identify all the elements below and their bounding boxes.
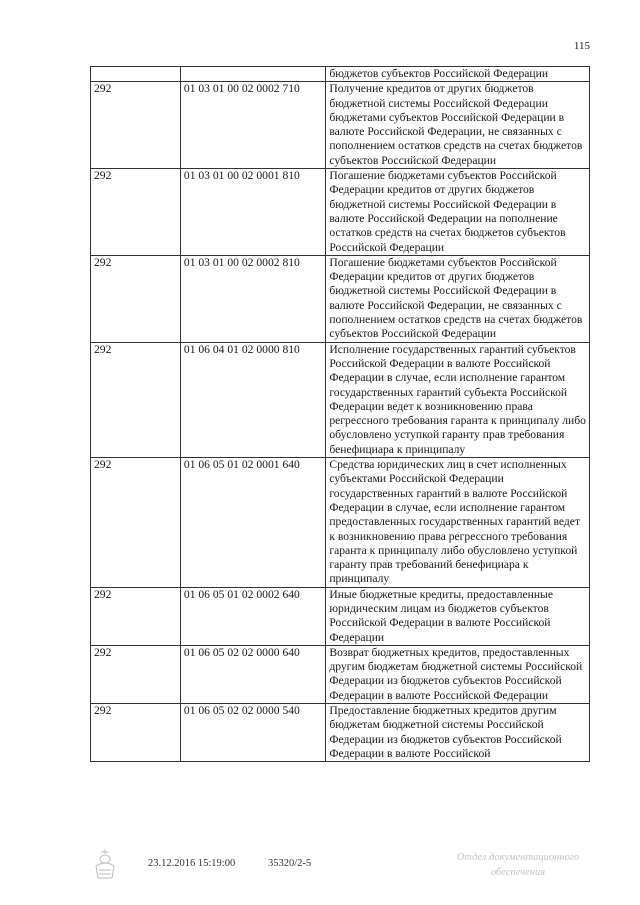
description-cell: Погашение бюджетами субъектов Российской Федерации кредитов от других бюджетов бюджетной системы Российской Федерации в валюте Российской Федерации, не связанных с пополнением остатков средств на счетах бюджетов субъектов Российской Федерации: [326, 255, 590, 342]
budget-code-cell: 01 03 01 00 02 0002 810: [180, 255, 325, 342]
budget-codes-table: [90, 66, 590, 762]
description-cell: бюджетов субъектов Российской Федерации: [326, 67, 590, 82]
budget-code-cell: 01 03 01 00 02 0002 710: [180, 82, 325, 169]
description-cell: Получение кредитов от других бюджетов бюджетной системы Российской Федерации бюджетами субъектов Российской Федерации в валюте Российской Федерации, не связанных с пополнением остатков средств на счетах бюджетов субъектов Российской Федерации: [326, 82, 590, 169]
description-cell: Погашение бюджетами субъектов Российской Федерации кредитов от других бюджетов бюджетной системы Российской Федерации в валюте Российской Федерации на пополнение остатков средств на счетах бюджетов субъектов Российской Федерации: [326, 169, 590, 256]
budget-code-cell: 01 06 05 02 02 0000 640: [180, 645, 325, 703]
budget-code-cell: 01 06 05 01 02 0002 640: [180, 587, 325, 645]
table-row: [91, 255, 590, 342]
budget-code-cell: 01 06 05 01 02 0001 640: [180, 458, 325, 588]
budget-code-cell: [180, 67, 325, 82]
table-row: [91, 704, 590, 762]
footer-datetime: 23.12.2016 15:19:00: [148, 858, 236, 869]
budget-code-cell: 01 03 01 00 02 0001 810: [180, 169, 325, 256]
budget-code-cell: 01 06 05 02 02 0000 540: [180, 704, 325, 762]
table-row: [91, 82, 590, 169]
admin-code-cell: 292: [91, 255, 181, 342]
page-number: 115: [573, 40, 590, 52]
table-row: [91, 67, 590, 82]
admin-code-cell: 292: [91, 587, 181, 645]
table-row: [91, 645, 590, 703]
admin-code-cell: [91, 67, 181, 82]
admin-code-cell: 292: [91, 458, 181, 588]
description-cell: Исполнение государственных гарантий субъектов Российской Федерации в валюте Российской Федерации в случае, если исполнение гарантом государственных гарантий субъекта Российской Федерации ведет к возникновению права регрессного требования гаранта к принципалу либо обусловлено уступкой гаранту прав требования бенефициара к принципалу: [326, 342, 590, 457]
admin-code-cell: 292: [91, 645, 181, 703]
table-row: [91, 169, 590, 256]
admin-code-cell: 292: [91, 82, 181, 169]
footer-doc-code: 35320/2-5: [268, 858, 312, 869]
emblem-stamp-icon: [90, 846, 120, 882]
admin-code-cell: 292: [91, 169, 181, 256]
description-cell: Предоставление бюджетных кредитов другим бюджетам бюджетной системы Российской Федерации из бюджетов субъектов Российской Федерации в валюте Российской: [326, 704, 590, 762]
budget-code-cell: 01 06 04 01 02 0000 810: [180, 342, 325, 457]
description-cell: Средства юридических лиц в счет исполненных субъектами Российской Федерации государственных гарантий в валюте Российской Федерации в случае, если исполнение гарантом предоставленных государственных гарантий ведет к возникновению права регрессного требования гаранта к принципалу либо обусловлено уступкой гаранту прав требований бенефициара к принципалу: [326, 458, 590, 588]
table-row: [91, 458, 590, 588]
admin-code-cell: 292: [91, 704, 181, 762]
admin-code-cell: 292: [91, 342, 181, 457]
description-cell: Иные бюджетные кредиты, предоставленные юридическим лицам из бюджетов субъектов Российской Федерации в валюте Российской Федерации: [326, 587, 590, 645]
table-row: [91, 587, 590, 645]
description-cell: Возврат бюджетных кредитов, предоставленных другим бюджетам бюджетной системы Российской Федерации из бюджетов субъектов Российской Федерации в валюте Российской Федерации: [326, 645, 590, 703]
table-row: [91, 342, 590, 457]
department-watermark: Отдел документационного обеспечения: [456, 852, 580, 878]
